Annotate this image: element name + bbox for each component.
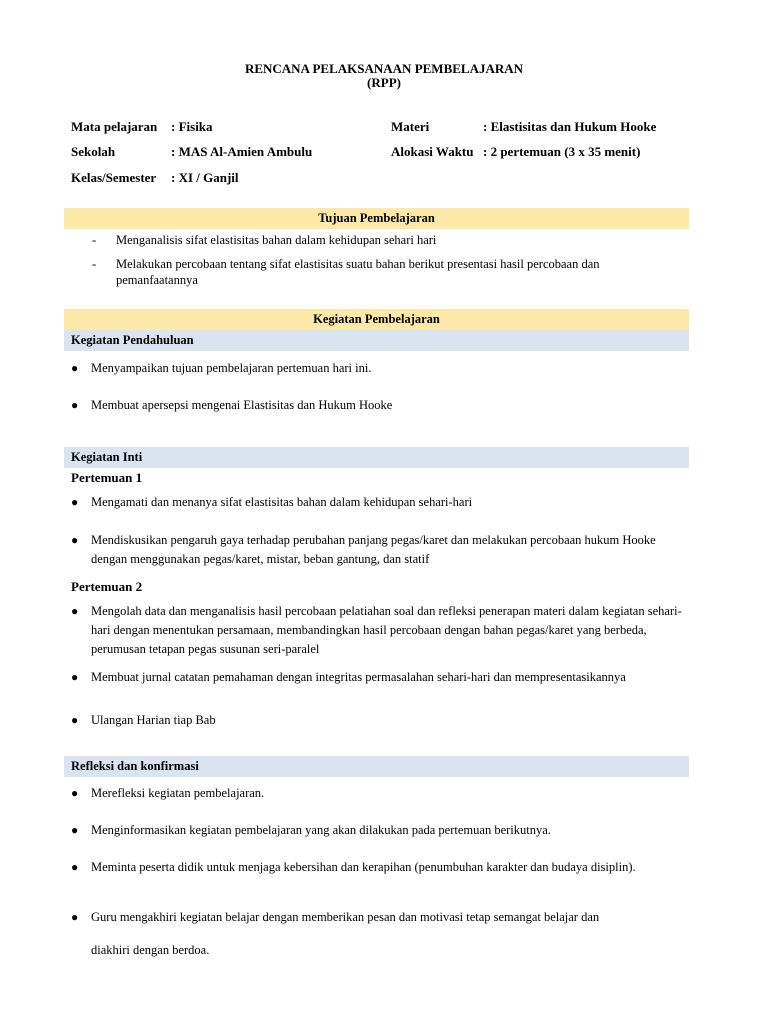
refleksi-heading: Refleksi dan konfirmasi	[64, 756, 689, 777]
bullet-icon: ●	[71, 860, 79, 874]
dash-marker: -	[92, 233, 97, 247]
kelas-label: Kelas/Semester	[71, 170, 157, 185]
list-item-text: Mendiskusikan pengaruh gaya terhadap perubahan panjang pegas/karet dan melakukan percobaan hukum Hooke dengan menggunakan pegas/karet, mistar, beban gantung, dan statif	[91, 533, 656, 566]
list-item-text: diakhiri dengan berdoa.	[91, 943, 210, 957]
pertemuan2-heading: Pertemuan 2	[71, 579, 143, 594]
list-item-text: Membuat jurnal catatan pemahaman dengan integritas permasalahan sehari-hari dan mempresentasikannya	[91, 670, 626, 684]
tujuan-item	[92, 256, 672, 288]
list-item	[71, 396, 683, 415]
kegiatan-heading: Kegiatan Pembelajaran	[64, 309, 689, 330]
bullet-icon: ●	[71, 495, 79, 509]
list-item	[71, 821, 683, 840]
list-item	[71, 858, 683, 877]
list-item	[71, 668, 683, 687]
tujuan-item	[92, 232, 672, 248]
materi-label: Materi	[391, 119, 430, 134]
kelas-value: : XI / Ganjil	[171, 170, 239, 185]
list-item	[71, 531, 683, 569]
info-materi	[391, 119, 656, 135]
tujuan-item-text: Menganalisis sifat elastisitas bahan dalam kehidupan sehari hari	[116, 233, 437, 247]
bullet-icon: ●	[71, 670, 79, 684]
bullet-icon: ●	[71, 713, 79, 727]
alokasi-value: : 2 pertemuan (3 x 35 menit)	[483, 144, 641, 159]
list-item-text: Mengamati dan menanya sifat elastisitas bahan dalam kehidupan sehari-hari	[91, 495, 473, 509]
bullet-icon: ●	[71, 786, 79, 800]
pendahuluan-heading: Kegiatan Pendahuluan	[64, 330, 689, 351]
mapel-value: : Fisika	[171, 119, 213, 134]
list-item-text: Membuat apersepsi mengenai Elastisitas dan Hukum Hooke	[91, 398, 393, 412]
list-item-text: Guru mengakhiri kegiatan belajar dengan memberikan pesan dan motivasi tetap semangat belajar dan	[91, 910, 600, 924]
list-item-text: Meminta peserta didik untuk menjaga kebersihan dan kerapihan (penumbuhan karakter dan budaya disiplin).	[91, 860, 636, 874]
info-sekolah	[71, 144, 312, 160]
bullet-icon: ●	[71, 533, 79, 547]
list-item-continuation	[71, 941, 683, 960]
mapel-label: Mata pelajaran	[71, 119, 158, 134]
list-item-text: Ulangan Harian tiap Bab	[91, 713, 216, 727]
alokasi-label: Alokasi Waktu	[391, 144, 474, 159]
dash-marker: -	[92, 257, 97, 271]
list-item	[71, 908, 683, 927]
list-item-text: Menyampaikan tujuan pembelajaran pertemuan hari ini.	[91, 361, 372, 375]
list-item-text: Menginformasikan kegiatan pembelajaran yang akan dilakukan pada pertemuan berikutnya.	[91, 823, 551, 837]
info-alokasi	[391, 144, 640, 160]
list-item	[71, 711, 683, 730]
bullet-icon: ●	[71, 823, 79, 837]
inti-heading: Kegiatan Inti	[64, 447, 689, 468]
list-item	[71, 602, 683, 659]
bullet-icon: ●	[71, 604, 79, 618]
info-mapel	[71, 119, 213, 135]
bullet-icon: ●	[71, 361, 79, 375]
list-item-text: Merefleksi kegiatan pembelajaran.	[91, 786, 265, 800]
pertemuan1-heading: Pertemuan 1	[71, 470, 143, 485]
sekolah-label: Sekolah	[71, 144, 116, 159]
info-kelas	[71, 170, 239, 186]
list-item-text: Mengolah data dan menganalisis hasil percobaan pelatiahan soal dan refleksi penerapan materi dalam kegiatan sehari-hari dengan menentukan persamaan, membandingkan hasil percobaan dengan bahan pegas/karet yang berbeda, perumusan tetapan pegas susunan seri-paralel	[91, 604, 682, 656]
list-item	[71, 493, 683, 512]
document-title: RENCANA PELAKSANAAN PEMBELAJARAN	[244, 61, 524, 76]
bullet-icon: ●	[71, 910, 79, 924]
list-item	[71, 784, 683, 803]
tujuan-heading: Tujuan Pembelajaran	[64, 208, 689, 229]
sekolah-value: : MAS Al-Amien Ambulu	[171, 144, 313, 159]
bullet-icon: ●	[71, 398, 79, 412]
tujuan-item-text: Melakukan percobaan tentang sifat elastisitas suatu bahan berikut presentasi hasil percobaan dan pemanfaatannya	[116, 257, 600, 287]
list-item	[71, 359, 683, 378]
document-subtitle: (RPP)	[367, 75, 401, 90]
materi-value: : Elastisitas dan Hukum Hooke	[483, 119, 657, 134]
